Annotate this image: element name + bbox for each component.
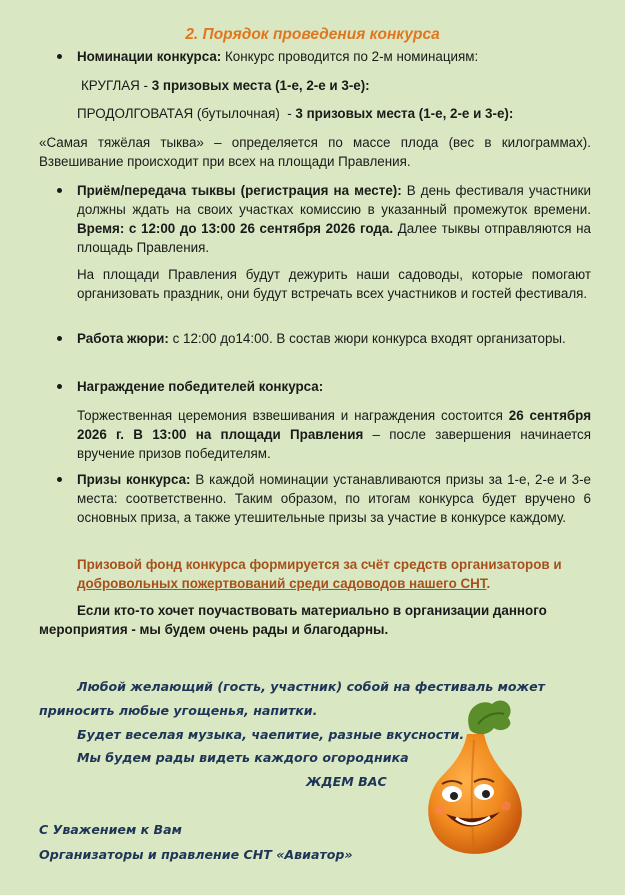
section-title: 2. Порядок проведения конкурса [185,26,440,43]
long-prizes: 3 призовых места (1-е, 2-е и 3-е): [295,106,514,121]
nominations-item [77,47,597,66]
fund-text1: Призовой фонд конкурса формируется за счёт средств организаторов и [77,557,562,572]
fund-text2: . [486,576,491,591]
award-text [77,406,591,463]
long-nomination [77,104,597,123]
round-prizes: 3 призовых места (1-е, 2-е и 3-е): [151,78,370,93]
prizes-item [77,470,591,527]
invite-line-5: ЖДЕМ ВАС [306,774,387,789]
reception-item [77,181,591,257]
award-label: Награждение победителей конкурса: [77,379,324,394]
round-name: КРУГЛАЯ - [81,78,152,93]
award-date: 26 сентября 2026 г. В 13:00 на площади Правления [77,408,592,442]
signature-line-2: Организаторы и правление СНТ «Авиатор» [39,847,353,862]
reception-time: Время: с 12:00 до 13:00 26 сентября 2026 года. [77,221,394,236]
award-item [77,377,591,396]
nominations-text: Конкурс проводится по 2-м номинациям: [221,49,479,64]
reception-label: Приём/передача тыквы (регистрация на месте): [77,183,402,198]
jury-text: с 12:00 до14:00. В состав жюри конкурса входят организаторы. [168,331,566,346]
fund-paragraph [77,555,597,593]
fund-link: добровольных пожертвований среди садоводов нашего СНТ [77,576,487,591]
reception-text2: Далее тыквы отправляются на площадь Правления. [77,221,591,255]
signature-line-1: С Уважением к Вам [39,822,182,837]
prizes-label: Призы конкурса: [77,472,191,487]
long-name: ПРОДОЛГОВАТАЯ (бутылочная) - [77,106,296,121]
invite-line-2: приносить любые угощенья, напитки. [39,703,318,718]
round-nomination [81,76,581,95]
invite-line-1: Любой желающий (гость, участник) собой на фестиваль может [77,679,545,694]
jury-item [77,329,591,348]
award-text1: Торжественная церемония взвешивания и награждения состоится [77,408,509,423]
jury-label: Работа жюри: [77,331,169,346]
reception-text: В день фестиваля участники должны ждать на своих участках комиссию в указанный промежуток времени. [77,183,591,217]
prizes-text: В каждой номинации устанавливаются призы за 1-е, 2-е и 3-е места: соответственно. Таким образом, по итогам конкурса будет вручено 6 основных приза, а также утешительные призы за участие в конкурсе каждому. [77,472,591,525]
nominations-label: Номинации конкурса: [77,49,222,64]
heavy-nomination: «Самая тяжёлая тыква» – определяется по массе плода (вес в килограммах). Взвешивание происходит при всех на площади Правления. [39,135,591,169]
support-paragraph: Если кто-то хочет поучаствовать материально в организации данного мероприятия - мы будем очень рады и благодарны. [39,603,547,637]
reception-para2: На площади Правления будут дежурить наши садоводы, которые помогают организовать праздник, они будут встречать всех участников и гостей фестиваля. [77,267,591,301]
pumpkin-icon [412,690,532,860]
award-text2: – после завершения начинается вручение призов победителям. [77,427,591,461]
invite-line-3: Будет веселая музыка, чаепитие, разные вкусности. [77,727,465,742]
invite-line-4: Мы будем рады видеть каждого огородника [77,750,409,765]
